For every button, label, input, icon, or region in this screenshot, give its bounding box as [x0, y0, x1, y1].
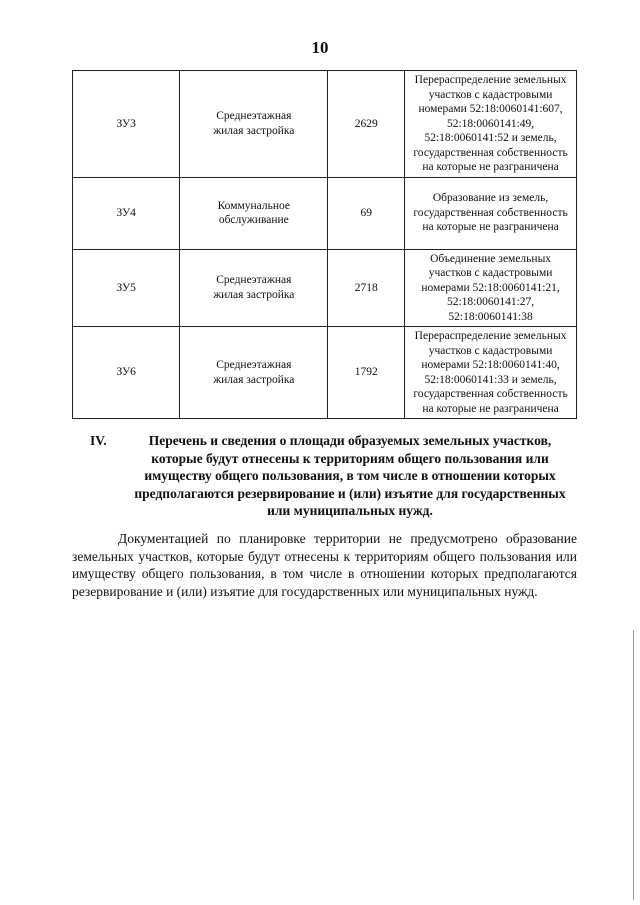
note-line: номерами 52:18:0060141:21,: [421, 281, 560, 294]
table-row: [73, 327, 577, 419]
note-line: государственная собственность: [413, 146, 568, 159]
note-line: 52:18:0060141:38: [448, 310, 533, 323]
section-title-line: которые будут отнесены к территориям общего пользования или: [151, 450, 549, 466]
land-use-line: обслуживание: [218, 214, 289, 226]
table-row: [73, 71, 577, 178]
plot-id-cell: ЗУ5: [73, 249, 180, 327]
land-use-line: Среднеэтажная: [216, 274, 292, 287]
land-use-line: жилая застройка: [213, 373, 295, 386]
area-cell: 69: [328, 177, 405, 249]
land-use-line: Коммунальное: [217, 199, 291, 212]
note-line: на которые не разграничена: [422, 402, 559, 415]
section-title: [124, 432, 576, 520]
section-number: IV.: [90, 433, 107, 448]
plot-id-cell: ЗУ6: [73, 327, 180, 419]
note-line: Объединение земельных: [430, 252, 552, 265]
body-paragraph: Документацией по планировке территории не предусмотрено образование земельных участков, которые будут отнесены к территориям общего пользования или имуществу общего пользования, в том числе в отношении которых предполагаются резервирование и (или) изъятие для государственных или муниципальных нужд.: [72, 531, 577, 599]
note-line: 52:18:0060141:52 и земель,: [424, 132, 557, 144]
land-plots-table: [72, 70, 577, 419]
note-line: государственная собственность: [413, 388, 568, 400]
land-use-cell: [180, 249, 328, 327]
plot-id-cell: ЗУ4: [73, 177, 180, 249]
section-title-line: Перечень и сведения о площади образуемых земельных участков,: [148, 433, 552, 448]
formation-method-cell: [405, 177, 577, 249]
land-use-cell: [180, 327, 328, 419]
note-line: Перераспределение земельных: [414, 74, 567, 86]
note-line: 52:18:0060141:33 и земель,: [424, 373, 557, 386]
note-line: 52:18:0060141:49,: [446, 117, 535, 130]
formation-method-cell: [405, 327, 577, 419]
land-use-cell: [180, 177, 328, 249]
area-cell: 1792: [328, 327, 405, 419]
land-use-line: Среднеэтажная: [216, 359, 292, 371]
section-heading: [90, 432, 576, 520]
note-line: на которые не разграничена: [422, 221, 559, 234]
formation-method-cell: [405, 71, 577, 178]
area-cell: 2629: [328, 71, 405, 178]
note-line: участков с кадастровыми: [428, 88, 553, 101]
land-use-line: жилая застройка: [213, 288, 295, 301]
formation-method-cell: [405, 249, 577, 327]
note-line: номерами 52:18:0060141:40,: [421, 359, 560, 371]
table-row: [73, 177, 577, 249]
page-number: 10: [311, 38, 329, 57]
land-use-line: Среднеэтажная: [216, 110, 292, 123]
note-line: Перераспределение земельных: [414, 330, 567, 342]
area-cell: 2718: [328, 249, 405, 327]
section-title-line: имуществу общего пользования, в том числе в отношении которых: [144, 468, 556, 483]
scan-edge-line: [633, 630, 634, 900]
note-line: Образование из земель,: [432, 192, 549, 205]
note-line: государственная собственность: [413, 206, 568, 219]
land-use-line: жилая застройка: [213, 124, 295, 137]
note-line: участков с кадастровыми: [428, 267, 553, 279]
section-title-line: или муниципальных нужд.: [267, 503, 433, 518]
land-use-cell: [180, 71, 328, 178]
note-line: участков с кадастровыми: [428, 344, 553, 357]
note-line: номерами 52:18:0060141:607,: [418, 103, 563, 115]
section-title-line: предполагаются резервирование и (или) изъятие для государственных: [134, 485, 566, 501]
table-row: [73, 249, 577, 327]
plot-id-cell: ЗУ3: [73, 71, 180, 178]
note-line: 52:18:0060141:27,: [446, 296, 535, 308]
note-line: на которые не разграничена: [422, 161, 559, 173]
